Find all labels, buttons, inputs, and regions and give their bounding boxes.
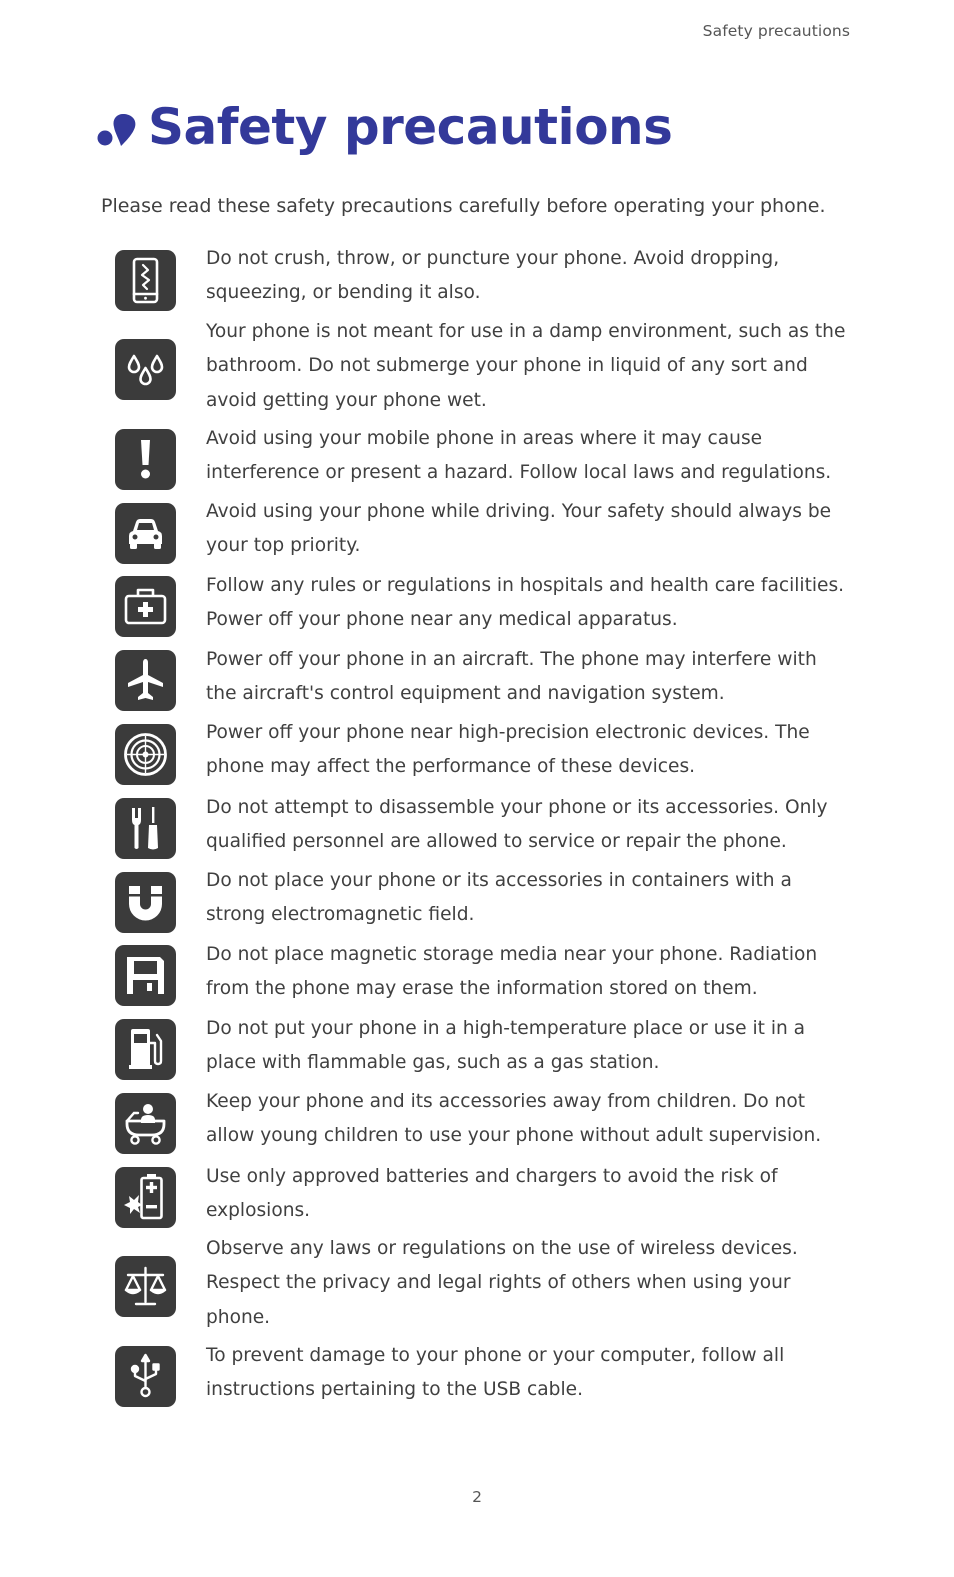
precaution-text: Avoid using your phone while driving. Your safety should always be your top priority. xyxy=(206,501,832,557)
drops-logo-icon xyxy=(96,108,138,150)
precaution-text: Avoid using your mobile phone in areas where it may cause interference or present a hazard. Follow local laws and regulations. xyxy=(206,428,832,484)
exclamation-icon xyxy=(115,429,176,490)
precaution-text: Do not attempt to disassemble your phone or its accessories. Only qualified personnel are allowed to service or repair the phone. xyxy=(206,797,828,853)
tools-icon xyxy=(115,798,176,859)
water-drops-icon xyxy=(115,339,176,400)
precaution-text: Do not put your phone in a high-temperature place or use it in a place with flammable gas, such as a gas station. xyxy=(206,1018,806,1074)
page-number: 2 xyxy=(472,1488,482,1506)
precaution-text: Observe any laws or regulations on the use of wireless devices. Respect the privacy and legal rights of others when using your phone. xyxy=(206,1238,798,1328)
precaution-text: Your phone is not meant for use in a damp environment, such as the bathroom. Do not submerge your phone in liquid of any sort and avoid getting your phone wet. xyxy=(206,321,846,411)
scales-icon xyxy=(115,1256,176,1317)
medical-kit-icon xyxy=(115,576,176,637)
precaution-text: Follow any rules or regulations in hospitals and health care facilities. Power off your phone near any medical apparatus. xyxy=(206,575,845,631)
title-row xyxy=(96,92,672,162)
precaution-text: Do not place magnetic storage media near your phone. Radiation from the phone may erase the information stored on them. xyxy=(206,944,818,1000)
usb-icon xyxy=(115,1346,176,1407)
target-icon xyxy=(115,724,176,785)
magnet-icon xyxy=(115,872,176,933)
precaution-text: Power off your phone near high-precision electronic devices. The phone may affect the performance of these devices. xyxy=(206,722,810,778)
gas-pump-icon xyxy=(115,1019,176,1080)
cracked-phone-icon xyxy=(115,250,176,311)
precaution-text: Do not place your phone or its accessories in containers with a strong electromagnetic field. xyxy=(206,870,792,926)
precaution-text: Do not crush, throw, or puncture your phone. Avoid dropping, squeezing, or bending it also. xyxy=(206,248,780,304)
baby-stroller-icon xyxy=(115,1093,176,1154)
precaution-text: Use only approved batteries and chargers to avoid the risk of explosions. xyxy=(206,1166,778,1222)
airplane-icon xyxy=(115,650,176,711)
battery-explosion-icon xyxy=(115,1167,176,1228)
car-icon xyxy=(115,503,176,564)
precaution-text: Keep your phone and its accessories away from children. Do not allow young children to use your phone without adult supervision. xyxy=(206,1091,822,1147)
page-title: Safety precautions xyxy=(148,98,673,156)
running-header: Safety precautions xyxy=(702,22,850,40)
floppy-disk-icon xyxy=(115,945,176,1006)
precaution-text: To prevent damage to your phone or your computer, follow all instructions pertaining to the USB cable. xyxy=(206,1345,785,1401)
precaution-text: Power off your phone in an aircraft. The phone may interfere with the aircraft's control equipment and navigation system. xyxy=(206,649,817,705)
intro-text: Please read these safety precautions carefully before operating your phone. xyxy=(101,195,826,217)
